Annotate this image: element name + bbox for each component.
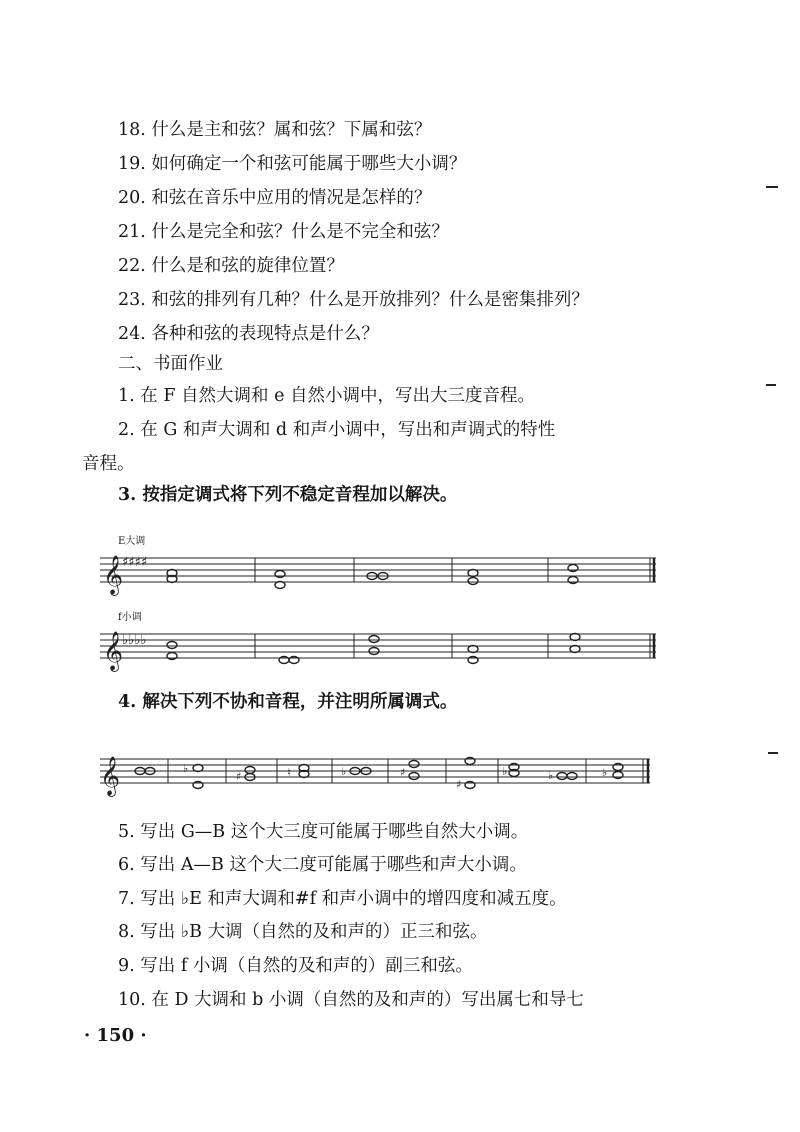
- staff-1: [100, 558, 656, 582]
- svg-text:♭: ♭: [502, 765, 508, 778]
- question-20: 20. 和弦在音乐中应用的情况是怎样的？: [118, 188, 432, 208]
- exercise-2-line-1: 2. 在 G 和声大调和 d 和声小调中，写出和声调式的特性: [118, 420, 556, 440]
- svg-text:♯: ♯: [236, 770, 242, 783]
- exercise-10: 10. 在 D 大调和 b 小调（自然的及和声的）写出属七和导七: [118, 990, 584, 1010]
- svg-text:♯: ♯: [456, 778, 462, 791]
- question-24: 24. 各种和弦的表现特点是什么？: [118, 324, 379, 344]
- scan-mark: [768, 752, 778, 754]
- question-22: 22. 什么是和弦的旋律位置？: [118, 256, 344, 276]
- exercise-5: 5. 写出 G—B 这个大三度可能属于哪些自然大小调。: [118, 822, 529, 842]
- page-number: · 150 ·: [84, 1025, 147, 1046]
- exercise-7: 7. 写出 ♭E 和声大调和#f 和声小调中的增四度和减五度。: [118, 889, 567, 909]
- treble-clef-icon: 𝄞: [100, 756, 121, 796]
- section-heading: 二、书面作业: [118, 354, 223, 374]
- exercise-3: 3. 按指定调式将下列不稳定音程加以解决。: [118, 485, 458, 505]
- svg-text:♯: ♯: [400, 766, 406, 779]
- question-19: 19. 如何确定一个和弦可能属于哪些大小调？: [118, 154, 467, 174]
- exercise-1: 1. 在 F 自然大调和 e 自然小调中，写出大三度音程。: [118, 386, 536, 406]
- scan-mark: [766, 384, 776, 386]
- question-23: 23. 和弦的排列有几种？什么是开放排列？什么是密集排列？: [118, 290, 589, 310]
- sharp-icon: ♯♯♯♯: [122, 555, 148, 570]
- exercise-4: 4. 解决下列不协和音程，并注明所属调式。: [118, 692, 458, 712]
- exercise-8: 8. 写出 ♭B 大调（自然的及和声的）正三和弦。: [118, 922, 488, 942]
- flat-icon: ♭♭♭♭: [122, 633, 147, 648]
- exercise-6: 6. 写出 A—B 这个大二度可能属于哪些和声大小调。: [118, 855, 527, 875]
- treble-clef-icon: 𝄞: [103, 631, 124, 671]
- exercise-2-line-2: 音程。: [82, 454, 135, 474]
- svg-text:♭: ♭: [341, 765, 347, 778]
- exercise-9: 9. 写出 f 小调（自然的及和声的）副三和弦。: [118, 956, 473, 976]
- question-21: 21. 什么是完全和弦？什么是不完全和弦？: [118, 222, 449, 242]
- svg-text:♭: ♭: [548, 769, 554, 782]
- staff-1-key-label: E大调: [118, 536, 146, 547]
- staff-2-key-label: f小调: [118, 612, 142, 623]
- svg-text:♮: ♮: [287, 766, 291, 779]
- svg-text:♭: ♭: [183, 762, 189, 775]
- treble-clef-icon: 𝄞: [103, 555, 124, 595]
- svg-text:♭: ♭: [602, 766, 608, 779]
- question-18: 18. 什么是主和弦？属和弦？下属和弦？: [118, 120, 432, 140]
- scan-mark: [766, 186, 778, 188]
